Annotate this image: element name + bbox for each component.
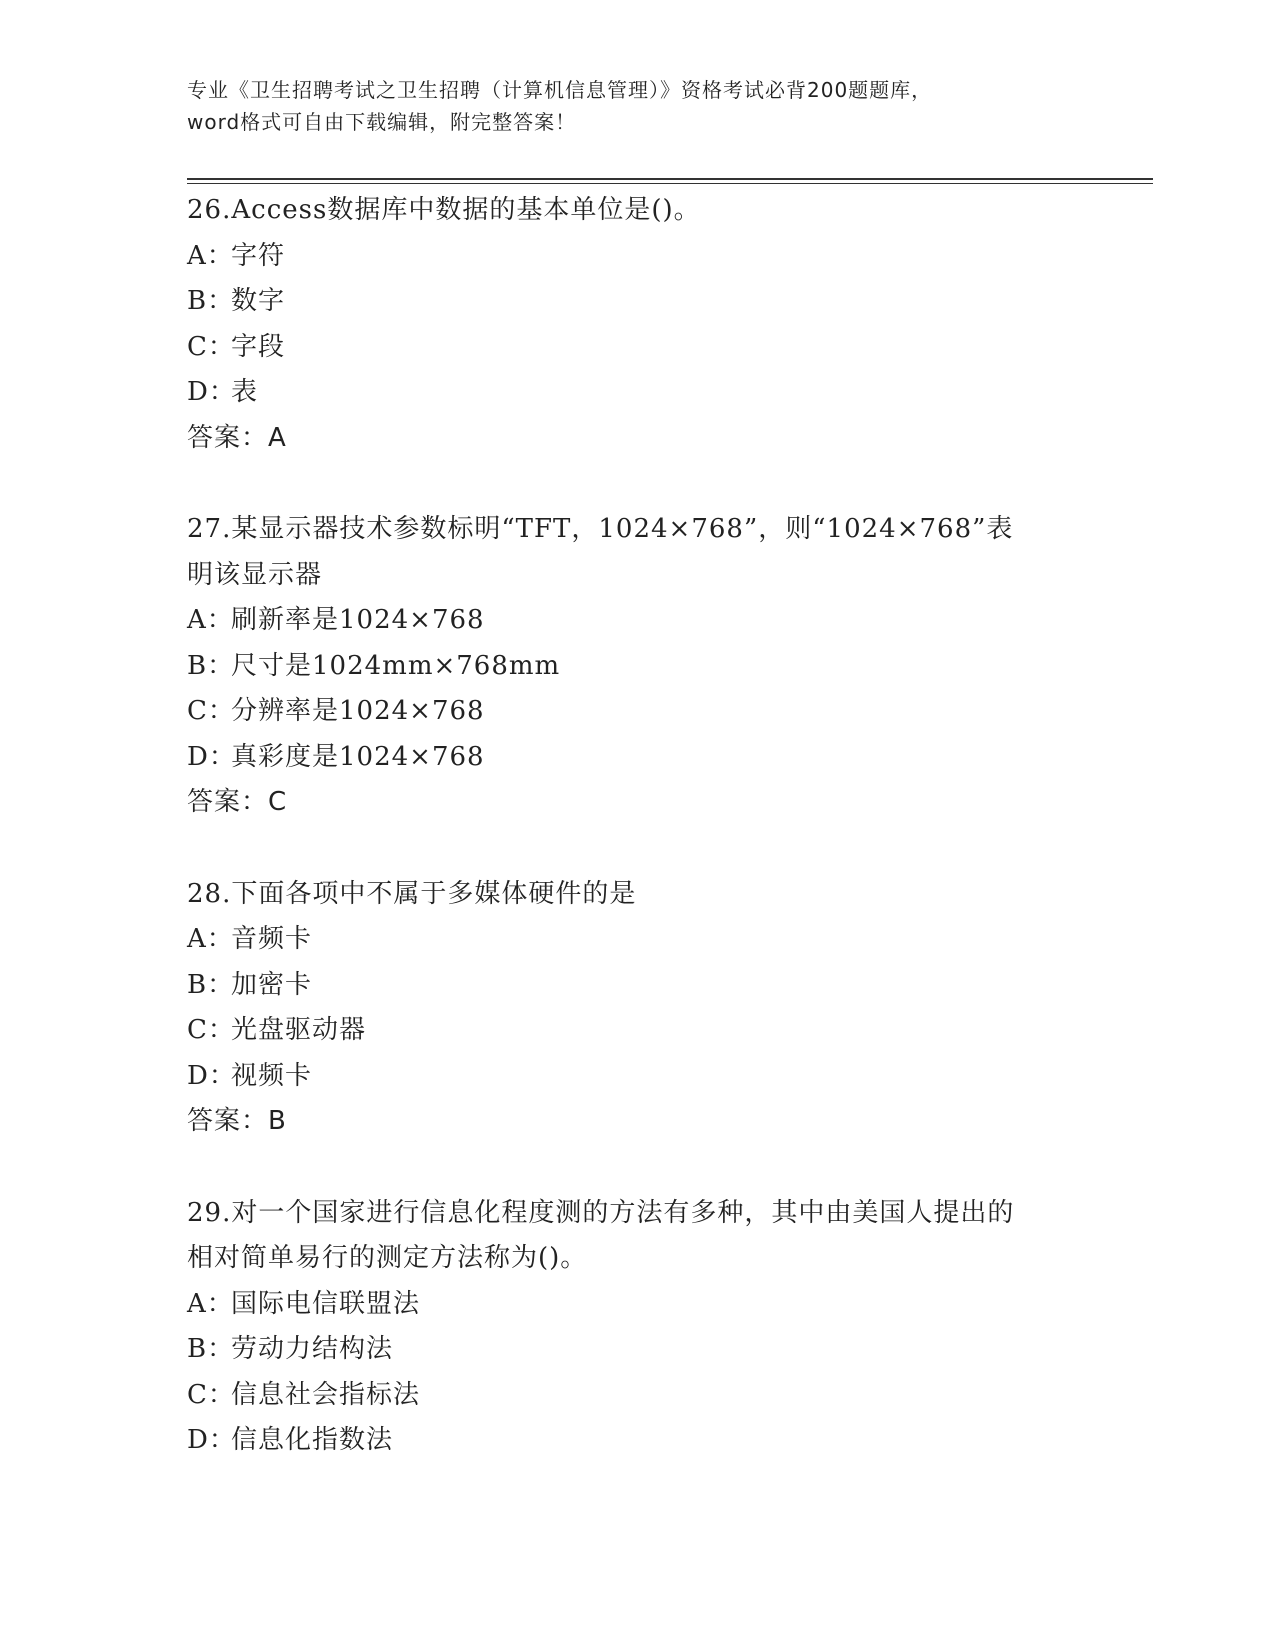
- option-key: A：: [187, 1288, 234, 1319]
- answer-line: [187, 1099, 1087, 1145]
- answer-option: [187, 917, 1087, 963]
- question-text-segment: 相对简单易行的测定方法称为()。: [187, 1243, 588, 1273]
- question-item: [187, 1191, 1087, 1464]
- answer-option: [187, 370, 1087, 416]
- answer-option: [187, 689, 1087, 735]
- question-item: [187, 872, 1087, 1145]
- question-text: [187, 553, 1087, 599]
- option-key: C：: [187, 1379, 235, 1410]
- answer-option: [187, 1282, 1087, 1328]
- answer-label: 答案：: [187, 787, 269, 817]
- option-key: B：: [187, 286, 235, 316]
- option-key: B：: [187, 650, 235, 681]
- option-text: 尺寸是1024mm×768mm: [231, 650, 561, 681]
- option-text: 字符: [231, 240, 286, 271]
- answer-option: [187, 279, 1087, 325]
- question-text: [187, 188, 1087, 234]
- option-text: 表: [231, 377, 259, 407]
- option-text: 信息化指数法: [231, 1425, 394, 1455]
- question-text-segment: 对一个国家进行信息化程度测的方法有多种，其中由美国人提出的: [231, 1197, 1015, 1228]
- answer-label: 答案：: [187, 422, 269, 453]
- answer-option: [187, 1418, 1087, 1464]
- question-text-segment: 明该显示器: [187, 559, 323, 590]
- option-key: C：: [187, 1015, 235, 1045]
- option-text: 视频卡: [231, 1060, 313, 1091]
- question-text: [187, 1191, 1087, 1237]
- header-line-2: word格式可自由下载编辑，附完整答案！: [187, 110, 577, 134]
- question-item: [187, 507, 1087, 826]
- answer-option: [187, 598, 1087, 644]
- option-key: D：: [187, 377, 236, 407]
- option-key: D：: [187, 1425, 236, 1455]
- header-divider-thin: [187, 183, 1153, 184]
- answer-option: [187, 234, 1087, 280]
- option-key: D：: [187, 741, 236, 772]
- option-text: 劳动力结构法: [231, 1334, 394, 1364]
- answer-label: 答案：: [187, 1106, 269, 1136]
- question-text: [187, 507, 1087, 553]
- option-key: C：: [187, 331, 235, 362]
- answer-option: [187, 325, 1087, 371]
- answer-option: [187, 735, 1087, 781]
- option-text: 真彩度是1024×768: [231, 741, 485, 772]
- option-text: 数字: [231, 286, 286, 316]
- question-item: [187, 188, 1087, 461]
- option-text: 分辨率是1024×768: [231, 696, 485, 726]
- option-text: 信息社会指标法: [231, 1379, 421, 1410]
- header-line-1: 专业《卫生招聘考试之卫生招聘（计算机信息管理）》资格考试必背200题题库，: [187, 78, 933, 102]
- question-number: 26.: [187, 195, 232, 225]
- answer-line: [187, 780, 1087, 826]
- answer-value: B: [268, 1106, 287, 1136]
- question-text: [187, 872, 1087, 918]
- option-key: B：: [187, 1334, 235, 1364]
- question-number: 27.: [187, 514, 232, 544]
- question-text-segment: Access数据库中数据的基本单位是()。: [231, 195, 701, 225]
- answer-option: [187, 1373, 1087, 1419]
- answer-option: [187, 963, 1087, 1009]
- option-text: 加密卡: [231, 969, 313, 1000]
- question-text: [187, 1236, 1087, 1282]
- answer-value: A: [268, 422, 287, 453]
- option-key: C：: [187, 696, 235, 726]
- option-text: 光盘驱动器: [231, 1015, 367, 1045]
- answer-option: [187, 644, 1087, 690]
- question-text-segment: 某显示器技术参数标明“TFT，1024×768”，则“1024×768”表: [231, 514, 1014, 544]
- option-key: A：: [187, 240, 234, 271]
- question-text-segment: 下面各项中不属于多媒体硬件的是: [231, 878, 637, 909]
- answer-line: [187, 416, 1087, 462]
- option-key: B：: [187, 969, 235, 1000]
- question-number: 28.: [187, 878, 232, 909]
- header-divider-thick: [187, 178, 1153, 180]
- answer-option: [187, 1327, 1087, 1373]
- option-text: 字段: [231, 331, 286, 362]
- option-text: 刷新率是1024×768: [231, 605, 485, 635]
- option-text: 国际电信联盟法: [231, 1288, 421, 1319]
- option-key: A：: [187, 924, 234, 954]
- answer-option: [187, 1054, 1087, 1100]
- question-number: 29.: [187, 1197, 232, 1228]
- document-header: [187, 74, 1087, 138]
- question-list: [187, 188, 1087, 1510]
- option-text: 音频卡: [231, 924, 313, 954]
- answer-option: [187, 1008, 1087, 1054]
- option-key: A：: [187, 605, 234, 635]
- answer-value: C: [268, 787, 288, 817]
- option-key: D：: [187, 1060, 236, 1091]
